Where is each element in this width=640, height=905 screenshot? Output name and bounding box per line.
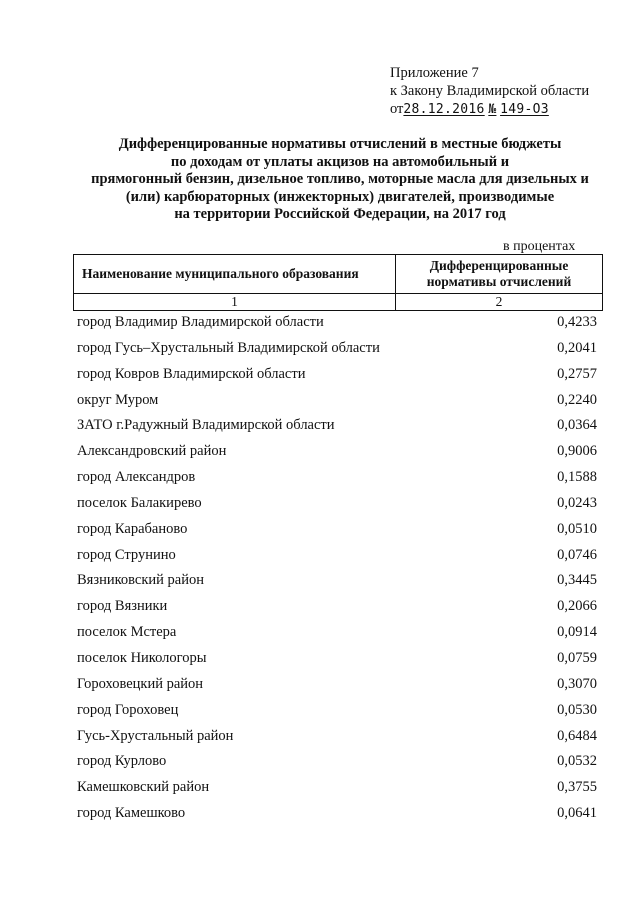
column-number-1: 1 [74,294,396,311]
table-row [73,390,603,416]
norm-value: 0,0243 [557,494,597,511]
table-row [73,467,603,493]
table-row [73,751,603,777]
appendix-law-number: 149-ОЗ [500,102,549,117]
norm-value: 0,2240 [557,391,597,408]
table-row [73,674,603,700]
title-line: на территории Российской Федерации, на 2017 год [174,206,506,222]
norm-value: 0,0746 [557,546,597,563]
municipality-name: город Струнино [77,546,176,563]
document-title [60,136,620,224]
norm-value: 0,0364 [557,417,597,434]
table-row [73,596,603,622]
norm-value: 0,3755 [557,779,597,796]
norm-value: 0,2066 [557,598,597,615]
table-header-row [74,255,603,294]
norm-value: 0,0914 [557,624,597,641]
table-row [73,622,603,648]
appendix-law-reference: к Закону Владимирской области [390,83,590,99]
table-row [73,545,603,571]
municipality-name: Гусь-Хрустальный район [77,727,234,744]
appendix-number: Приложение 7 [390,65,479,81]
municipality-name: Вязниковский район [77,572,204,589]
norm-value: 0,3070 [557,675,597,692]
table-row [73,519,603,545]
municipality-name: город Гусь–Хрустальный Владимирской области [77,339,380,356]
norm-value: 0,2041 [557,339,597,356]
norm-value: 0,6484 [557,727,597,744]
norms-table-header [73,254,603,311]
table-row [73,312,603,338]
column-number-2: 2 [396,294,603,311]
norm-value: 0,0530 [557,701,597,718]
municipality-name: поселок Мстера [77,624,177,641]
title-line: прямогонный бензин, дизельное топливо, моторные масла для дизельных и [91,171,589,187]
column-header-norms-line2: нормативы отчислений [426,274,572,289]
municipality-name: Камешковский район [77,779,210,796]
appendix-number-sign: № [488,102,497,117]
table-row [73,493,603,519]
norm-value: 0,0759 [557,649,597,666]
table-row [73,441,603,467]
norm-value: 0,9006 [557,443,597,460]
municipality-name: город Карабаново [77,520,188,537]
norm-value: 0,0532 [557,753,597,770]
norm-value: 0,3445 [557,572,597,589]
table-row [73,726,603,752]
column-header-norms [396,255,603,294]
municipality-name: город Владимир Владимирской области [77,314,324,330]
column-header-municipality: Наименование муниципального образования [74,255,396,294]
norm-value: 0,0510 [557,520,597,537]
column-header-norms-line1: Дифференцированные [429,258,569,273]
norms-table-body [73,312,603,829]
municipality-name: поселок Никологоры [77,649,207,666]
table-column-number-row [74,294,603,311]
table-row [73,648,603,674]
title-line: Дифференцированные нормативы отчислений в местные бюджеты [118,136,562,152]
norm-value: 0,2757 [557,365,597,382]
municipality-name: ЗАТО г.Радужный Владимирской области [77,417,335,434]
norm-value: 0,1588 [557,469,597,486]
table-row [73,415,603,441]
municipality-name: город Ковров Владимирской области [77,365,306,382]
table-row [73,777,603,803]
municipality-name: Александровский район [77,443,227,460]
norm-value: 0,0641 [557,805,597,822]
municipality-name: город Камешково [77,805,186,822]
municipality-name: город Гороховец [77,701,179,718]
municipality-name: город Александров [77,469,196,486]
municipality-name: город Курлово [77,753,167,770]
title-line: (или) карбюраторных (инжекторных) двигателей, производимые [125,188,555,205]
municipality-name: округ Муром [77,391,159,408]
appendix-date: 28.12.2016 [403,102,485,117]
appendix-date-prefix: от [390,101,404,117]
unit-label: в процентах [503,239,576,254]
table-row [73,338,603,364]
table-row [73,700,603,726]
appendix-date-line [390,100,589,119]
title-line: по доходам от уплаты акцизов на автомобильный и [170,153,510,170]
table-row [73,803,603,829]
table-row [73,364,603,390]
municipality-name: поселок Балакирево [77,494,202,511]
norm-value: 0,4233 [557,314,597,330]
appendix-block [390,64,589,119]
municipality-name: город Вязники [77,598,168,615]
table-row [73,570,603,596]
municipality-name: Гороховецкий район [77,675,204,692]
